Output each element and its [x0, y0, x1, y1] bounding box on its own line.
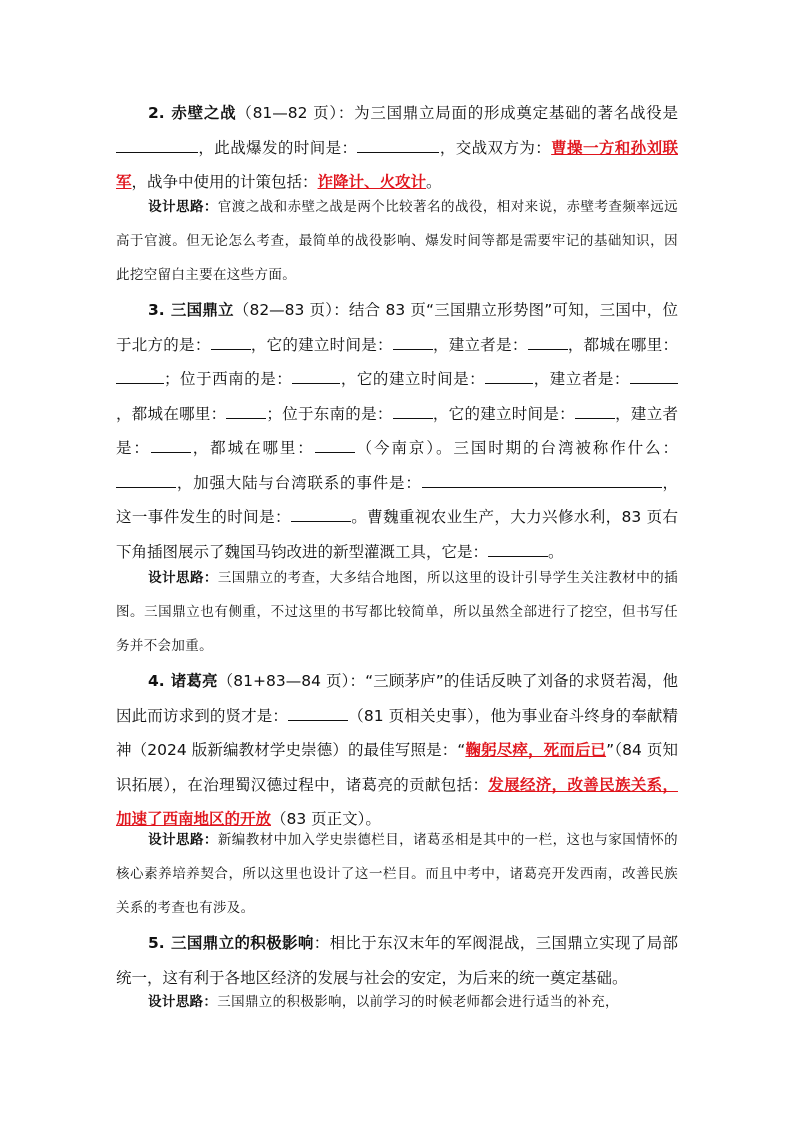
section-title: 三国鼎立: [170, 301, 234, 319]
section-text: ，它的建立时间是：: [250, 335, 393, 354]
section-text: 。曹魏重视农业生产，大力兴修水利，83 页右下角插图展示了魏国马钧改进的新型灌溉工具，它是：: [116, 508, 678, 561]
section-text: ，建立者是：: [432, 335, 528, 354]
section-text: 。: [548, 542, 564, 561]
fill-blank[interactable]: [116, 135, 198, 153]
section-title: 诸葛亮: [170, 672, 218, 690]
fill-blank[interactable]: [485, 366, 533, 384]
design-note-label: 设计思路：: [148, 199, 218, 215]
section-text: ：为三国鼎立局面的形成奠定基础的著名战役是: [337, 104, 678, 122]
fill-blank[interactable]: [291, 504, 351, 522]
fill-blank[interactable]: [315, 435, 355, 453]
section-2-chibi: [116, 96, 678, 200]
section-text: ，它的建立时间是：: [340, 370, 486, 388]
section-number: 2.: [148, 104, 165, 122]
fill-blank[interactable]: [357, 135, 439, 153]
page-ref: （81+83—84 页）: [217, 672, 350, 690]
section-text: （81 页相关史事），他为事业奋斗终身的奉献精神（2024 版新编教材学史崇德）的最佳写照是：“: [116, 706, 678, 759]
section-text: ，这一事件发生的时间是：: [116, 473, 678, 526]
design-note-5: [116, 985, 678, 1019]
fill-blank[interactable]: [292, 366, 340, 384]
section-text: ，交战双方为：: [439, 138, 552, 157]
fill-blank[interactable]: [288, 703, 348, 721]
section-number: 4.: [148, 672, 165, 690]
section-text: ，它的建立时间是：: [432, 404, 575, 423]
section-text: ，都城在哪里：: [116, 404, 227, 423]
page-ref: （82—83 页）: [233, 301, 334, 319]
section-text: ：结合 83 页“三国鼎立形势图”可知，三国中，位于北方的是：: [116, 301, 678, 354]
fill-blank[interactable]: [393, 332, 433, 350]
fill-blank[interactable]: [393, 401, 433, 419]
fill-blank[interactable]: [116, 366, 164, 384]
section-number: 3.: [148, 301, 165, 319]
section-text: （83 页正文）。: [271, 810, 381, 828]
design-note-text: 三国鼎立的考查，大多结合地图，所以这里的设计引导学生关注教材中的插图。三国鼎立也有侧重，不过这里的书写都比较简单，所以虽然全部进行了挖空，但书写任务并不会加重。: [116, 570, 678, 654]
design-note-label: 设计思路：: [148, 994, 218, 1010]
answer-tactics: 诈降计、火攻计: [317, 173, 427, 191]
section-text: ：“三顾茅庐”的佳话反映了刘备的求贤若渴，他因此而访求到的贤才是：: [116, 672, 678, 725]
section-text: ，建立者是：: [533, 370, 630, 388]
section-text: ”（84 页知识拓展），在治理蜀汉德过程中，诸葛亮的贡献包括：: [116, 741, 678, 794]
section-4-zhuge-liang: [116, 664, 678, 837]
section-text: ，都城在哪里：: [190, 439, 315, 457]
section-text: ；位于东南的是：: [266, 404, 393, 423]
design-note-text: 新编教材中加入学史崇德栏目，诸葛丞相是其中的一栏，这也与家国情怀的核心素养培养契合，所以这里也设计了这一栏目。而且中考中，诸葛亮开发西南，改善民族关系的考查也有涉及。: [116, 832, 678, 916]
section-number: 5.: [148, 934, 165, 952]
design-note-4: [116, 823, 678, 925]
section-title: 三国鼎立的积极影响: [170, 934, 314, 952]
section-text: ，此战爆发的时间是：: [198, 138, 358, 157]
section-title: 赤壁之战: [170, 104, 237, 122]
section-3-three-kingdoms: [116, 293, 678, 569]
section-text: （今南京）。三国时期的台湾被称作什么：: [354, 439, 678, 457]
fill-blank[interactable]: [630, 366, 678, 384]
section-text: ；位于西南的是：: [164, 370, 293, 388]
design-note-text: 三国鼎立的积极影响，以前学习的时候老师都会进行适当的补充，: [217, 994, 619, 1010]
section-text: ，建立者是：: [116, 404, 678, 457]
page-ref: （81—82 页）: [236, 104, 338, 122]
fill-blank[interactable]: [575, 401, 615, 419]
fill-blank[interactable]: [151, 435, 191, 453]
design-note-text: 官渡之战和赤壁之战是两个比较著名的战役，相对来说，赤壁考查频率远远高于官渡。但无论怎么考查，最简单的战役影响、爆发时间等都是需要牢记的基础知识，因此挖空留白主要在这些方面。: [116, 199, 678, 283]
design-note-2: [116, 190, 678, 292]
section-text: ，加强大陆与台湾联系的事件是：: [176, 473, 422, 492]
section-text: ，都城在哪里：: [567, 335, 678, 354]
answer-contributions: 发展经济，改善民族关系，加速了西南地区的开放: [116, 775, 678, 828]
answer-quote: 鞠躬尽瘁，死而后已: [465, 741, 607, 759]
design-note-label: 设计思路：: [148, 570, 218, 586]
fill-blank[interactable]: [211, 332, 251, 350]
section-text: ，战争中使用的计策包括：: [131, 173, 318, 191]
design-note-3: [116, 561, 678, 663]
fill-blank[interactable]: [488, 539, 548, 557]
answer-sides: 曹操一方和孙刘联军: [116, 138, 678, 191]
section-text: ：相比于东汉末年的军阀混战，三国鼎立实现了局部统一，这有利于各地区经济的发展与社会的安定，为后来的统一奠定基础。: [116, 934, 678, 987]
fill-blank[interactable]: [528, 332, 568, 350]
section-text: 。: [426, 173, 442, 191]
design-note-label: 设计思路：: [148, 832, 218, 848]
fill-blank[interactable]: [422, 470, 662, 488]
fill-blank[interactable]: [116, 470, 176, 488]
fill-blank[interactable]: [226, 401, 266, 419]
